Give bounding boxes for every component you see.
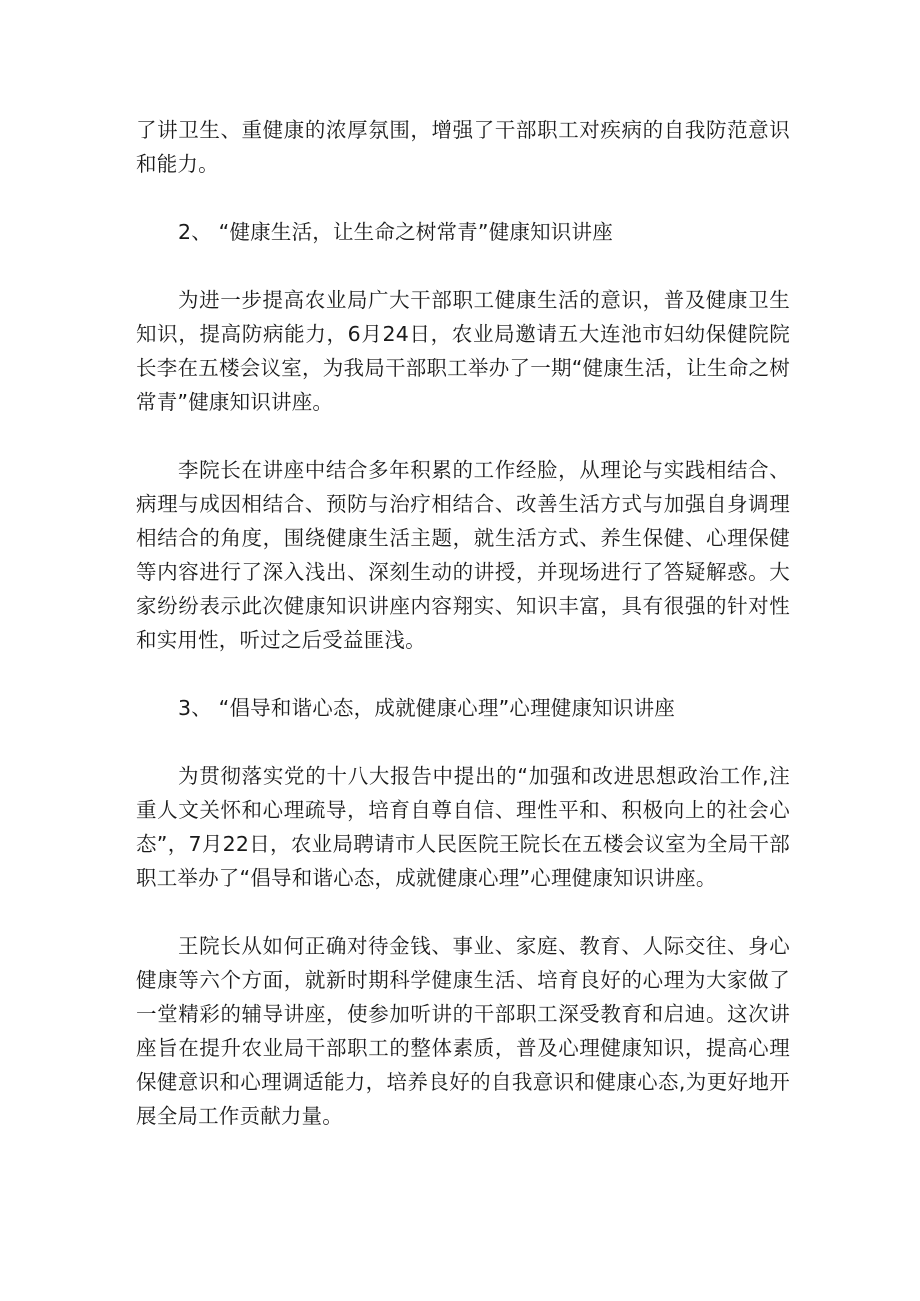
paragraph-lecture-3-content: 王院长从如何正确对待金钱、事业、家庭、教育、人际交往、身心健康等六个方面，就新时期科学健康生活、培育良好的心理为大家做了一堂精彩的辅导讲座，使参加听讲的干部职工深受教育和启迪。这次讲座旨在提升农业局干部职工的整体素质，普及心理健康知识，提高心理保健意识和心理调适能力，培养良好的自我意识和健康心态,为更好地开展全局工作贡献力量。 (136, 934, 790, 1128)
section-heading-3: 3、 “倡导和谐心态，成就健康心理”心理健康知识讲座 (178, 696, 675, 720)
paragraph-intro-continuation: 了讲卫生、重健康的浓厚氛围，增强了干部职工对疾病的自我防范意识和能力。 (136, 118, 790, 176)
paragraph-lecture-3-intro: 为贯彻落实党的十八大报告中提出的“加强和改进思想政治工作,注重人文关怀和心理疏导，培育自尊自信、理性平和、积极向上的社会心态”，7月22日，农业局聘请市人民医院王院长在五楼会议室为全局干部职工举办了“倡导和谐心态，成就健康心理”心理健康知识讲座。 (136, 764, 790, 890)
paragraph-lecture-2-content: 李院长在讲座中结合多年积累的工作经脸，从理论与实践相结合、病理与成因相结合、预防与治疗相结合、改善生活方式与加强自身调理相结合的角度，围绕健康生活主题，就生活方式、养生保健、心理保健等内容进行了深入浅出、深刻生动的讲授，并现场进行了答疑解惑。大家纷纷表示此次健康知识讲座内容翔实、知识丰富，具有很强的针对性和实用性，听过之后受益匪浅。 (136, 458, 790, 652)
document-body (136, 113, 790, 1133)
paragraph-lecture-2-intro: 为进一步提高农业局广大干部职工健康生活的意识，普及健康卫生知识，提高防病能力，6月24日，农业局邀请五大连池市妇幼保健院院长李在五楼会议室，为我局干部职工举办了一期“健康生活，让生命之树常青”健康知识讲座。 (136, 288, 790, 414)
section-heading-2: 2、 “健康生活，让生命之树常青”健康知识讲座 (178, 220, 613, 244)
